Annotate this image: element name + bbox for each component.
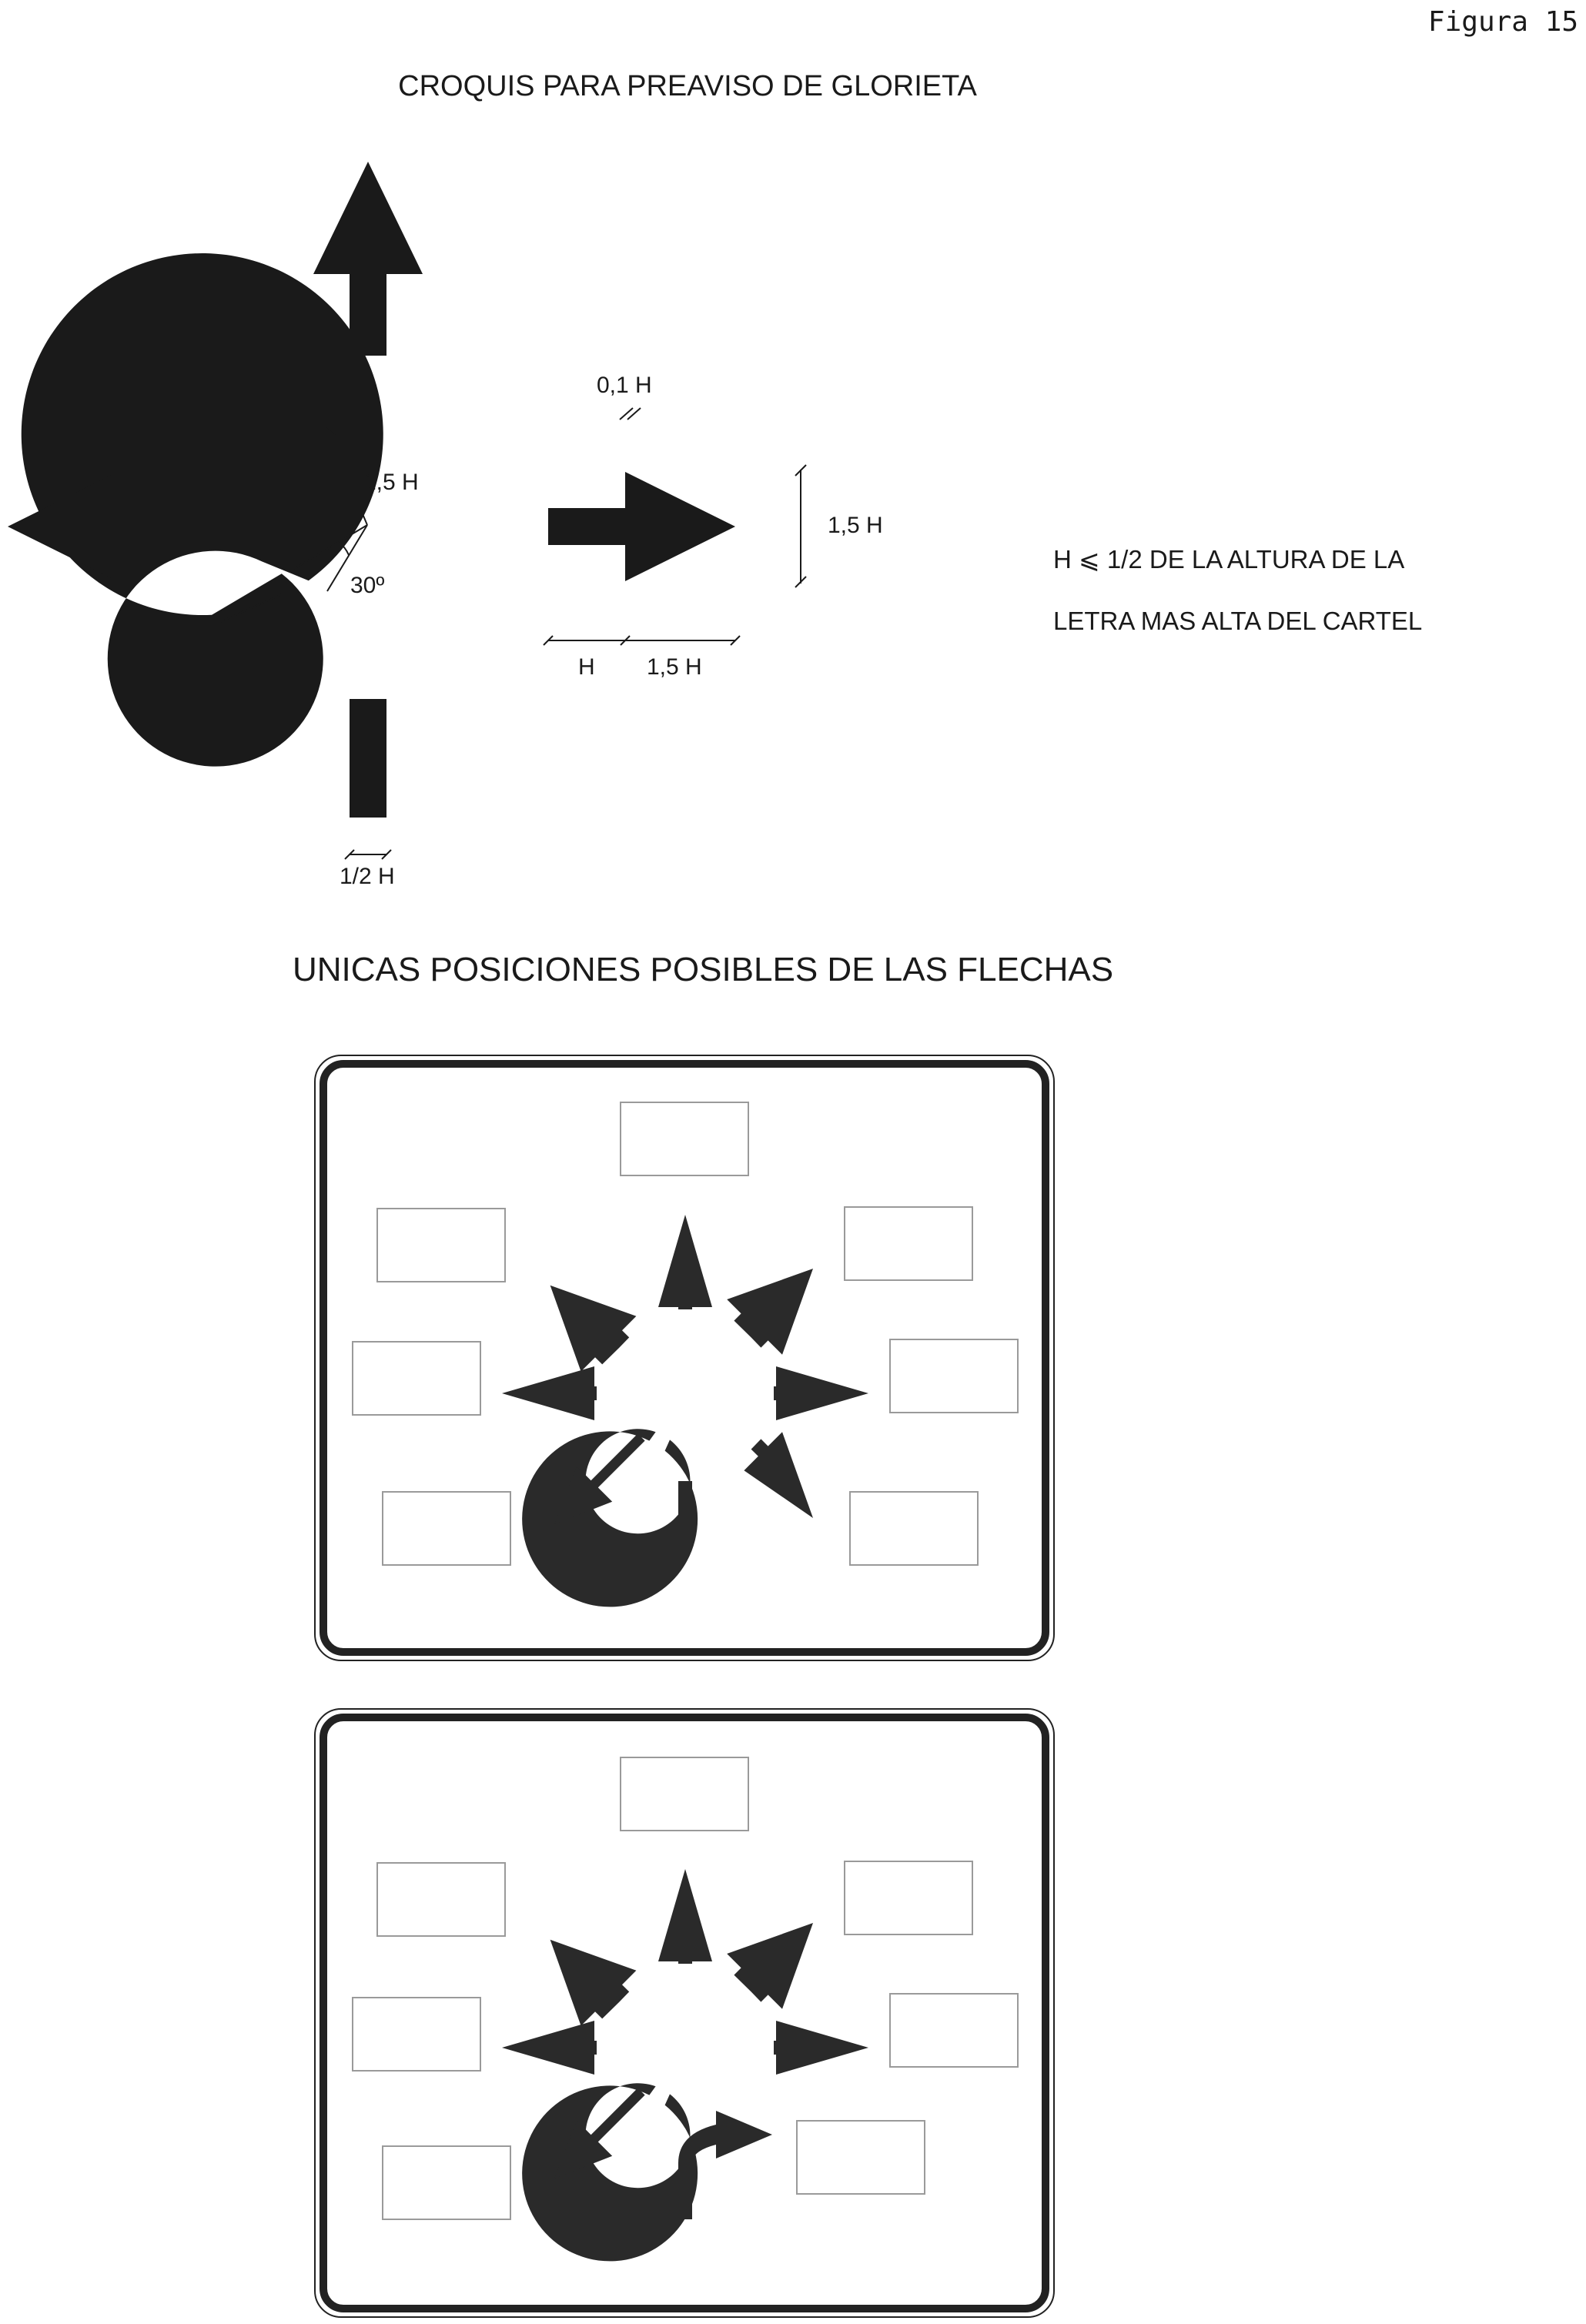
sign-panel-1 <box>315 1055 1054 1660</box>
exit-stem-s <box>678 1481 692 1543</box>
arrow-head-north <box>313 162 423 274</box>
dim-label-gap: H <box>254 616 271 641</box>
arrow-head-east <box>625 472 735 581</box>
dim-label-arrowhead: 1,5 H <box>828 513 883 538</box>
dim-label-shaft: H <box>578 654 595 680</box>
note-line-1: H ⩽ 1/2 DE LA ALTURA DE LA <box>1053 545 1405 573</box>
section2-title: UNICAS POSICIONES POSIBLES DE LAS FLECHAS <box>293 951 1114 988</box>
note-line-2: LETRA MAS ALTA DEL CARTEL <box>1053 607 1423 635</box>
figure-label: Figura 15 <box>1427 6 1578 38</box>
arrow-shaft-west <box>106 508 192 545</box>
stroke-tick-a <box>620 408 633 420</box>
section1-title: CROQUIS PARA PREAVISO DE GLORIETA <box>398 70 977 102</box>
stroke-tick-b <box>627 408 641 420</box>
dim-label-stem: 1/2 H <box>340 864 395 889</box>
sign-panel-2 <box>315 1709 1054 2317</box>
arrow-stem-south <box>350 699 386 818</box>
dim-label-head: 1,5 H <box>647 654 702 680</box>
dim-label-radius: 1,5 H <box>363 470 419 495</box>
arrow-shaft-north <box>350 269 386 356</box>
arrow-shaft-east <box>548 508 634 545</box>
dim-label-angle: 30º <box>350 573 385 598</box>
dim-label-stroke: 0,1 H <box>597 373 652 398</box>
